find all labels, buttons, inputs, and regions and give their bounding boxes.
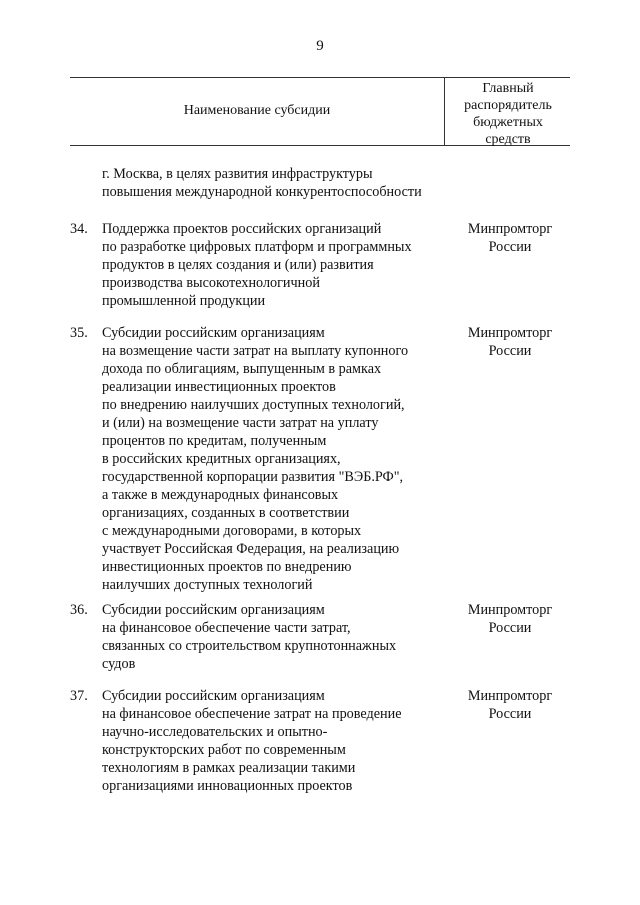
row-text-line: Субсидии российским организациям xyxy=(102,325,325,341)
row-text-line: конструкторских работ по современным xyxy=(102,742,346,758)
row-text-line: судов xyxy=(102,656,136,672)
row-text-line: технологиям в рамках реализации такими xyxy=(102,760,356,776)
row-text-line: промышленной продукции xyxy=(102,293,266,309)
column-header-line: распорядитель xyxy=(464,98,552,113)
row-number: 36. xyxy=(70,602,88,618)
header-column-divider xyxy=(444,77,445,145)
administrator-line: Минпромторг xyxy=(467,688,553,704)
row-text-line: дохода по облигациям, выпущенным в рамках xyxy=(102,361,382,377)
administrator-line: России xyxy=(488,620,532,636)
row-text xyxy=(102,324,447,594)
administrator-line: России xyxy=(488,706,532,722)
column-header-budget-administrator xyxy=(446,80,570,148)
column-header-line: средств xyxy=(485,132,531,147)
administrator-line: Минпромторг xyxy=(467,602,553,618)
table-top-rule xyxy=(70,77,570,78)
row-text-line: на финансовое обеспечение затрат на проведение xyxy=(102,706,402,722)
row-text-line: Субсидии российским организациям xyxy=(102,602,325,618)
row-administrator xyxy=(450,601,570,637)
administrator-line: России xyxy=(488,343,532,359)
row-text-line: связанных со строительством крупнотоннажных xyxy=(102,638,397,654)
administrator-line: Минпромторг xyxy=(467,325,553,341)
row-text-line: по разработке цифровых платформ и программных xyxy=(102,239,412,255)
column-header-line: бюджетных xyxy=(473,115,543,130)
row-text xyxy=(102,601,447,673)
row-text xyxy=(102,220,447,310)
row-number: 35. xyxy=(70,325,88,341)
row-number: 37. xyxy=(70,688,88,704)
row-text xyxy=(102,687,447,795)
row-text-line: реализации инвестиционных проектов xyxy=(102,379,336,395)
row-text-line: процентов по кредитам, полученным xyxy=(102,433,327,449)
row-text-line: производства высокотехнологичной xyxy=(102,275,320,291)
administrator-line: России xyxy=(488,239,532,255)
row-text xyxy=(102,165,447,201)
row-text-line: научно-исследовательских и опытно- xyxy=(102,724,328,740)
row-text-line: продуктов в целях создания и (или) развития xyxy=(102,257,374,273)
row-text-line: Поддержка проектов российских организаций xyxy=(102,221,382,237)
administrator-line: Минпромторг xyxy=(467,221,553,237)
row-administrator xyxy=(450,687,570,723)
row-text-line: участвует Российская Федерация, на реализацию xyxy=(102,541,400,557)
row-text-line: и (или) на возмещение части затрат на уплату xyxy=(102,415,379,431)
row-text-line: по внедрению наилучших доступных технологий, xyxy=(102,397,405,413)
column-header-subsidy-name: Наименование субсидии xyxy=(183,103,331,118)
row-text-line: г. Москва, в целях развития инфраструктуры xyxy=(102,166,373,182)
row-administrator xyxy=(450,220,570,256)
row-text-line: Субсидии российским организациям xyxy=(102,688,325,704)
row-text-line: на финансовое обеспечение части затрат, xyxy=(102,620,351,636)
row-administrator xyxy=(450,324,570,360)
row-text-line: повышения международной конкурентоспособности xyxy=(102,184,422,200)
row-text-line: с международными договорами, в которых xyxy=(102,523,362,539)
row-text-line: организациями инновационных проектов xyxy=(102,778,353,794)
row-text-line: на возмещение части затрат на выплату купонного xyxy=(102,343,409,359)
row-text-line: а также в международных финансовых xyxy=(102,487,339,503)
page-number: 9 xyxy=(316,38,324,54)
row-number: 34. xyxy=(70,221,88,237)
row-text-line: организациях, созданных в соответствии xyxy=(102,505,350,521)
row-text-line: государственной корпорации развития "ВЭБ.РФ", xyxy=(102,469,404,485)
row-text-line: в российских кредитных организациях, xyxy=(102,451,341,467)
row-text-line: наилучших доступных технологий xyxy=(102,577,313,593)
column-header-line: Главный xyxy=(482,81,534,96)
row-text-line: инвестиционных проектов по внедрению xyxy=(102,559,352,575)
